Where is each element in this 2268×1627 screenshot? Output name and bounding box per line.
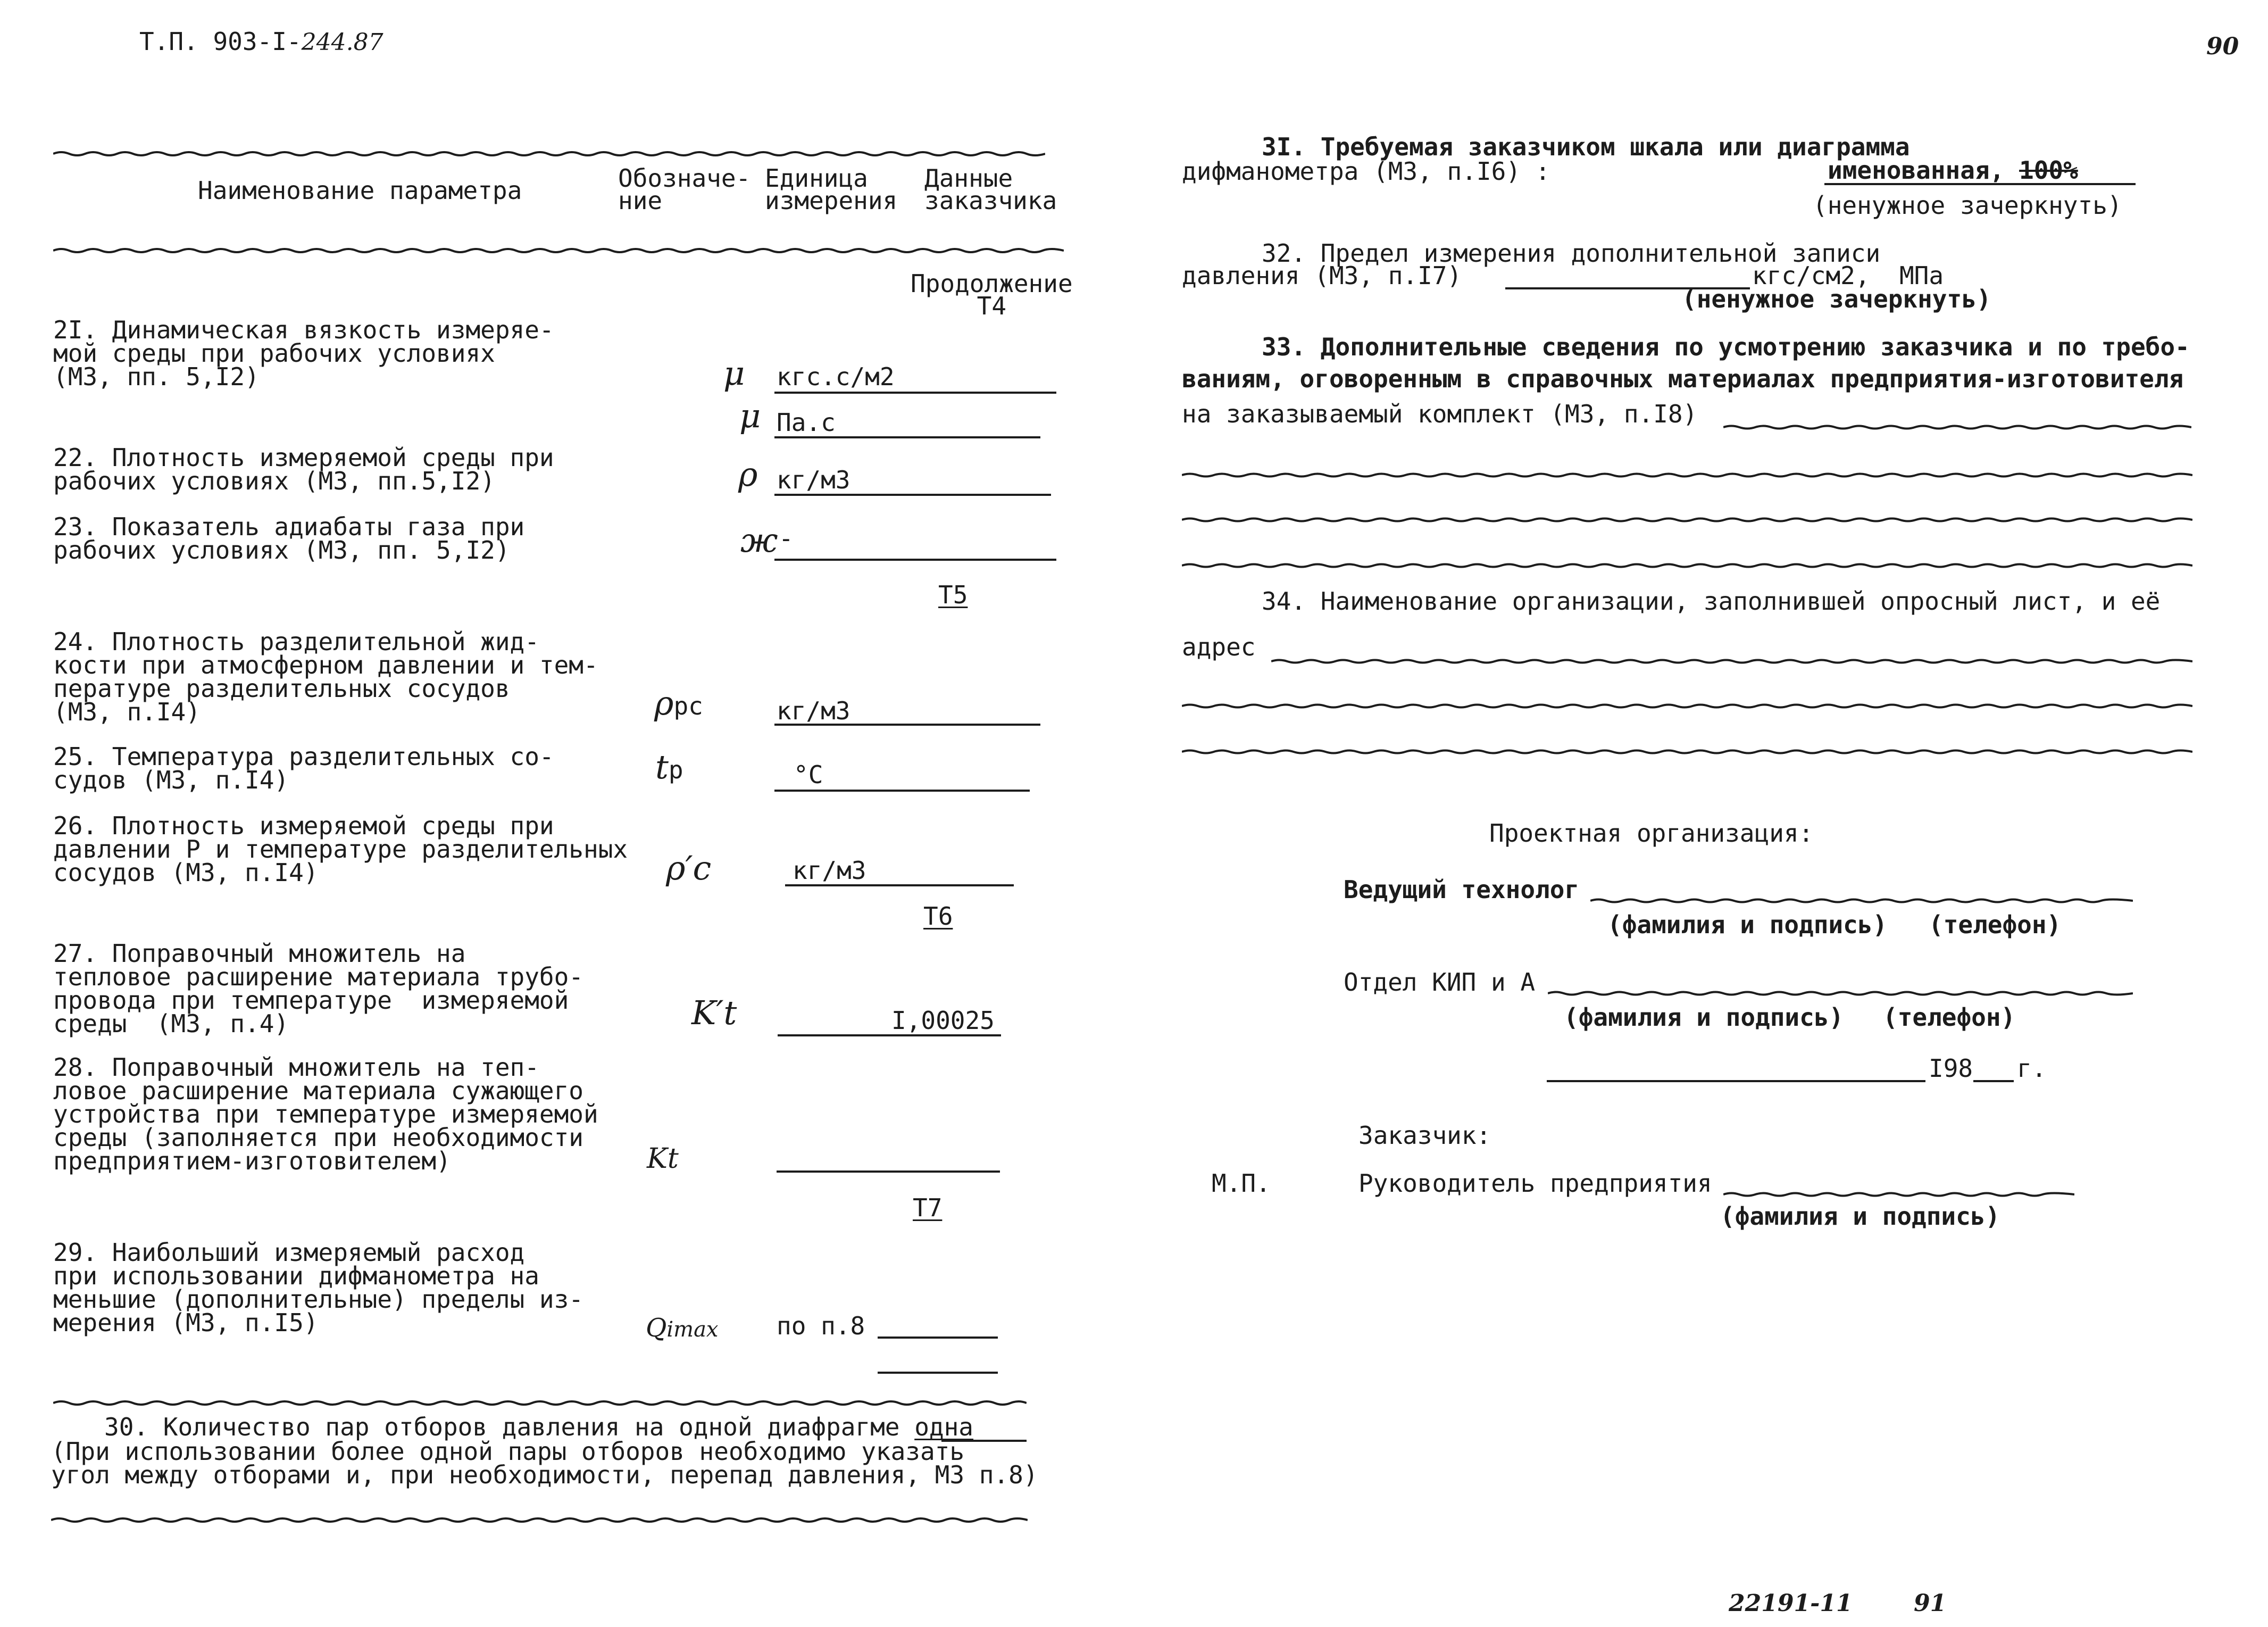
item-34-answer-line-2	[1182, 702, 2192, 710]
col-name-header: Наименование параметра	[198, 176, 522, 205]
item-31-line	[1824, 183, 2136, 185]
row-29-symbol	[646, 1313, 719, 1343]
row-26-text: 26. Плотность измеряемой среды при давлении Р и температуре разделительных сосудов (МЗ, п.I4)	[53, 811, 628, 887]
row-27-value: I,00025	[891, 1006, 995, 1035]
row-21-unit-line	[774, 392, 1056, 394]
kip-dept-label: Отдел КИП и А	[1344, 968, 1536, 997]
item-32-line-1: 32. Предел измерения дополнительной записи	[1262, 239, 1881, 268]
item-31-line-1: 3I. Требуемая заказчиком шкала или диаграмма	[1262, 132, 1910, 161]
item-34-line-2: адрес	[1182, 633, 1256, 661]
row-30-value: одна	[914, 1413, 973, 1441]
item-34-line-1: 34. Наименование организации, заполнившей опросный лист, и её	[1262, 587, 2161, 616]
item-33-line-2: ваниям, оговоренным в справочных материалах предприятия-изготовителя	[1182, 364, 2184, 393]
row-24-symbol-sub: рс	[673, 692, 703, 720]
row-21-symbol: μ	[723, 354, 745, 393]
row-21-unit-2: Па.с	[777, 408, 836, 437]
row-30-bottom-rule	[51, 1516, 1028, 1524]
item-31-option-named: именованная,	[1828, 156, 2005, 185]
enterprise-head-label: Руководитель предприятия	[1358, 1169, 1712, 1198]
row-30-note: (При использовании более одной пары отборов необходимо указать угол между отборами и, при необходимости, перепад давления, МЗ п.8)	[51, 1437, 1038, 1489]
row-28-text: 28. Поправочный множитель на теп- ловое расширение материала сужающего устройства при температуре измеряемой среды (заполняется при необходимости предприятием-изготовителем)	[53, 1053, 598, 1175]
item-31-note: (ненужное зачеркнуть)	[1813, 191, 2122, 220]
design-org-title: Проектная организация:	[1489, 819, 1814, 848]
item-34-answer-line-3	[1182, 748, 2192, 756]
doc-code	[139, 27, 383, 56]
row-23-symbol: ж	[740, 521, 778, 560]
row-24-unit-line	[774, 724, 1040, 726]
row-22-symbol: ρ	[738, 455, 758, 494]
item-34-answer-line-1	[1271, 658, 2192, 665]
row-24-unit: кг/м3	[777, 696, 850, 725]
row-27-text: 27. Поправочный множитель на тепловое расширение материала трубо- провода при температуре измеряемой среды (МЗ, п.4)	[53, 939, 583, 1038]
row-22-unit: кг/м3	[777, 466, 850, 494]
header-top-rule	[53, 150, 1045, 157]
date-line	[1547, 1080, 1925, 1082]
item-33-line-1: 33. Дополнительные сведения по усмотрению заказчика и по требо-	[1262, 333, 2190, 361]
row-21-symbol-2: μ	[739, 396, 761, 435]
col-unit-header: Единица измерения	[765, 164, 898, 215]
row-24-text: 24. Плотность разделительной жид- кости при атмосферном давлении и тем- пературе разделительных сосудов (МЗ, п.I4)	[53, 627, 598, 726]
row-29-symbol-main: Q	[646, 1313, 667, 1343]
row-23-unit: -	[779, 524, 794, 553]
kip-dept-line	[1548, 990, 2133, 997]
row-25-symbol-sub: р	[668, 756, 683, 784]
item-33-line-3: на заказываемый комплект (МЗ, п.I8)	[1182, 400, 1698, 428]
row-23-text: 23. Показатель адиабаты газа при рабочих условиях (МЗ, пп. 5,I2)	[53, 512, 525, 565]
lead-technologist-label: Ведущий технолог	[1344, 875, 1580, 904]
lead-technologist-line	[1590, 897, 2133, 904]
date-year-blank	[1973, 1080, 2014, 1082]
row-29-unit: по п.8	[777, 1311, 865, 1340]
row-24-symbol-main: ρ	[654, 684, 674, 723]
enterprise-head-line	[1723, 1191, 2074, 1198]
item-31-option-percent: 100%	[2019, 156, 2078, 185]
row-30-top-rule	[53, 1399, 1027, 1407]
row-24-symbol	[654, 684, 703, 723]
table-t6-label: T6	[923, 902, 953, 931]
enterprise-head-sig-caption: (фамилия и подпись)	[1720, 1202, 2000, 1231]
item-32-note: (ненужное зачеркнуть)	[1682, 285, 1991, 313]
row-25-symbol-main: t	[655, 748, 669, 786]
row-25-text: 25. Температура разделительных со- судов (МЗ, п.I4)	[53, 742, 554, 794]
row-25-unit-line	[774, 790, 1030, 792]
row-30-label: 30. Количество пар отборов давления на одной диафрагме	[104, 1413, 900, 1441]
item-33-answer-line-4	[1182, 562, 2192, 569]
col-symbol-header: Обозначе- ние	[618, 164, 751, 215]
date-year-suffix: г.	[2017, 1054, 2047, 1083]
lead-technologist-sig-caption: (фамилия и подпись)	[1607, 910, 1888, 939]
row-29-symbol-sub: imax	[666, 1317, 719, 1342]
stamp-place: М.П.	[1212, 1169, 1271, 1198]
kip-dept-tel-caption: (телефон)	[1883, 1003, 2016, 1032]
page-number: 90	[2206, 33, 2239, 60]
row-21-unit: кгс.с/м2	[777, 362, 895, 391]
kip-dept-sig-caption: (фамилия и подпись)	[1564, 1003, 1844, 1032]
row-25-unit: °С	[794, 760, 823, 789]
item-32-line-2: давления (МЗ, п.I7)	[1182, 261, 1462, 290]
date-year: I98	[1929, 1054, 1973, 1083]
doc-code-handwritten: 244.87	[301, 29, 383, 56]
item-31-line-2: дифманометра (МЗ, п.I6) :	[1182, 157, 1550, 186]
item-32-units: кгс/см2, МПа	[1752, 261, 1944, 290]
item-33-answer-line-1	[1723, 424, 2191, 431]
customer-title: Заказчик:	[1358, 1121, 1491, 1150]
row-28-symbol: Kt	[647, 1143, 679, 1175]
row-26-symbol: ρ′с	[666, 849, 712, 887]
row-27-value-line	[778, 1034, 1001, 1036]
row-23-unit-line	[774, 559, 1056, 561]
row-26-unit-line	[785, 884, 1014, 886]
row-21-text: 2I. Динамическая вязкость измеряе- мой среды при рабочих условиях (МЗ, пп. 5,I2)	[53, 316, 554, 391]
row-29-value-line	[878, 1337, 998, 1339]
row-22-unit-line	[774, 494, 1051, 496]
col-data-header: Данные заказчика	[924, 164, 1057, 215]
row-29-value-line-2	[878, 1372, 998, 1374]
footer-page: 91	[1914, 1590, 1947, 1617]
row-22-text: 22. Плотность измеряемой среды при рабочих условиях (МЗ, пп.5,I2)	[53, 443, 554, 495]
table-t7-label: T7	[913, 1193, 943, 1222]
row-30-text	[104, 1415, 973, 1439]
row-26-unit: кг/м3	[793, 856, 866, 885]
row-27-symbol: K′t	[691, 993, 737, 1032]
item-33-answer-line-3	[1182, 516, 2192, 524]
lead-technologist-tel-caption: (телефон)	[1929, 910, 2062, 939]
header-bottom-rule	[53, 247, 1064, 254]
item-33-answer-line-2	[1182, 471, 2192, 479]
table-t5-label: T5	[938, 580, 968, 609]
row-25-symbol	[655, 748, 683, 786]
item-31-options	[1828, 156, 2078, 185]
footer-code: 22191-11	[1729, 1590, 1853, 1617]
row-28-value-line	[777, 1171, 1000, 1173]
row-21-unit-2-line	[774, 436, 1040, 438]
row-29-text: 29. Наибольший измеряемый расход при использовании дифманометра на меньшие (дополнительные) пределы из- мерения (МЗ, п.I5)	[53, 1238, 583, 1337]
continuation-label: Продолжение T4	[911, 269, 1073, 320]
doc-code-printed: Т.П. 903-I-	[139, 27, 302, 56]
